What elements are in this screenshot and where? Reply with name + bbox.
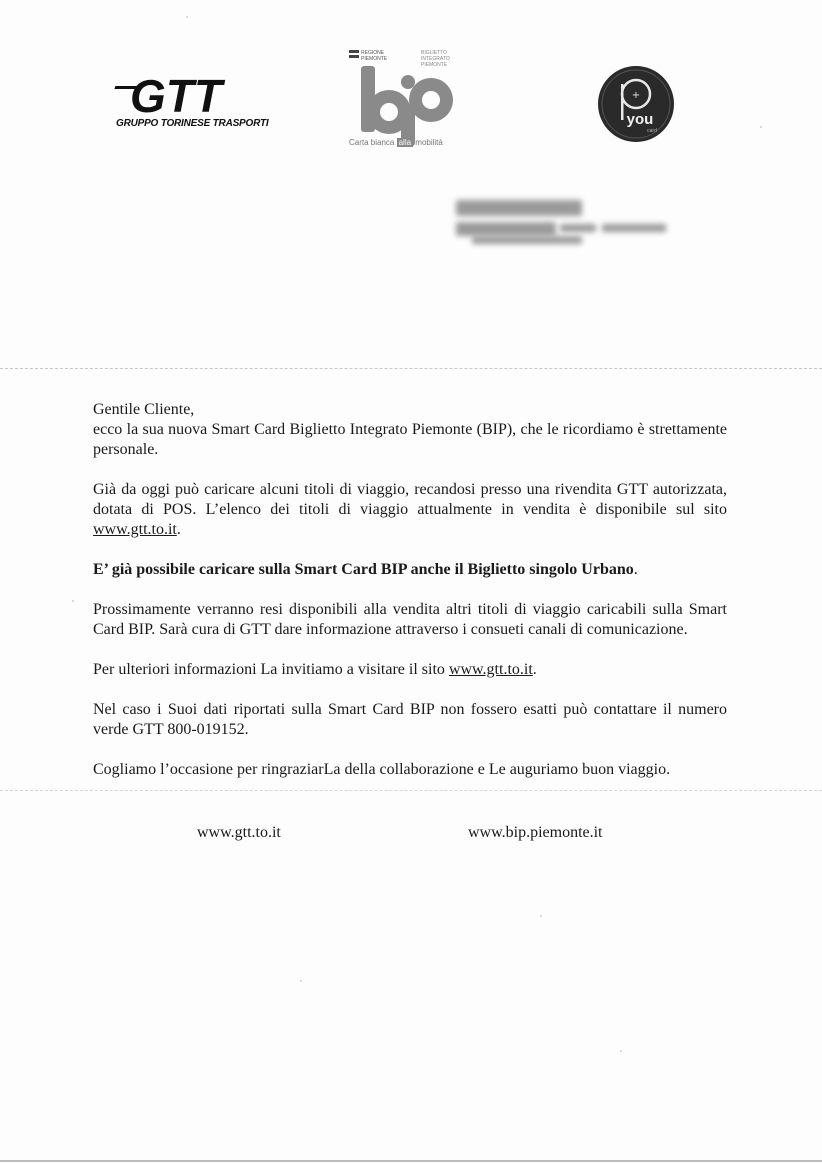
svg-text:you: you xyxy=(626,111,654,128)
footer-gtt-url[interactable]: www.gtt.to.it xyxy=(197,824,281,841)
paragraph-closing: Cogliamo l’occasione per ringraziarLa della collaborazione e Le auguriamo buon viaggio. xyxy=(93,761,671,778)
page-bottom-edge xyxy=(0,1160,822,1162)
paragraph-intro: ecco la sua nuova Smart Card Biglietto Integrato Piemonte (BIP), che le ricordiamo è strettamente personale. xyxy=(93,421,727,458)
bip-tagline: Carta bianca alla mobilità xyxy=(349,138,443,147)
paragraph-highlight: E’ già possibile caricare sulla Smart Card BIP anche il Biglietto singolo Urbano. xyxy=(93,561,638,578)
bip-logo-mark xyxy=(345,60,475,146)
gtt-link[interactable]: www.gtt.to.it xyxy=(93,521,177,538)
bip-side-label: BIGLIETTO INTEGRATO PIEMONTE xyxy=(421,50,450,68)
paragraph-upcoming: Prossimamente verranno resi disponibili alla vendita altri titoli di viaggio caricabili sulla Smart Card BIP. Sarà cura di GTT dare informazione attraverso i consueti canali di comunicazione. xyxy=(93,601,727,638)
gtt-logo xyxy=(112,68,272,138)
region-flag-icon xyxy=(349,50,359,60)
bip-logo xyxy=(345,46,475,158)
svg-text:GTT: GTT xyxy=(130,70,222,118)
paragraph-contact: Nel caso i Suoi dati riportati sulla Smart Card BIP non fossero esatti può contattare il numero verde GTT 800-019152. xyxy=(93,701,727,738)
you-card-logo xyxy=(590,64,682,144)
fold-line-lower xyxy=(0,790,822,791)
gtt-subtitle: GRUPPO TORINESE TRASPORTI xyxy=(116,118,269,129)
bip-region-label: REGIONE PIEMONTE xyxy=(361,50,388,62)
svg-text:+: + xyxy=(631,90,641,101)
gtt-link-info[interactable]: www.gtt.to.it xyxy=(448,661,533,678)
gtt-logo-mark xyxy=(112,68,272,118)
you-card-mark xyxy=(590,64,682,144)
recipient-address-redacted xyxy=(452,196,668,248)
fold-line xyxy=(0,368,822,369)
paragraph-loading: Già da oggi può caricare alcuni titoli di viaggio, recandosi presso una rivendita GTT autorizzata, dotata di POS. L’elenco dei titoli di viaggio attualmente in vendita è disponibile sul sito www.gtt.to.it. xyxy=(93,481,727,538)
paragraph-info: Per ulteriori informazioni La invitiamo a visitare il sito www.gtt.to.it. xyxy=(93,661,537,678)
letter-body xyxy=(93,400,727,780)
footer-bip-url[interactable]: www.bip.piemonte.it xyxy=(468,824,603,841)
greeting: Gentile Cliente, xyxy=(93,401,195,418)
svg-text:card: card xyxy=(647,128,657,134)
